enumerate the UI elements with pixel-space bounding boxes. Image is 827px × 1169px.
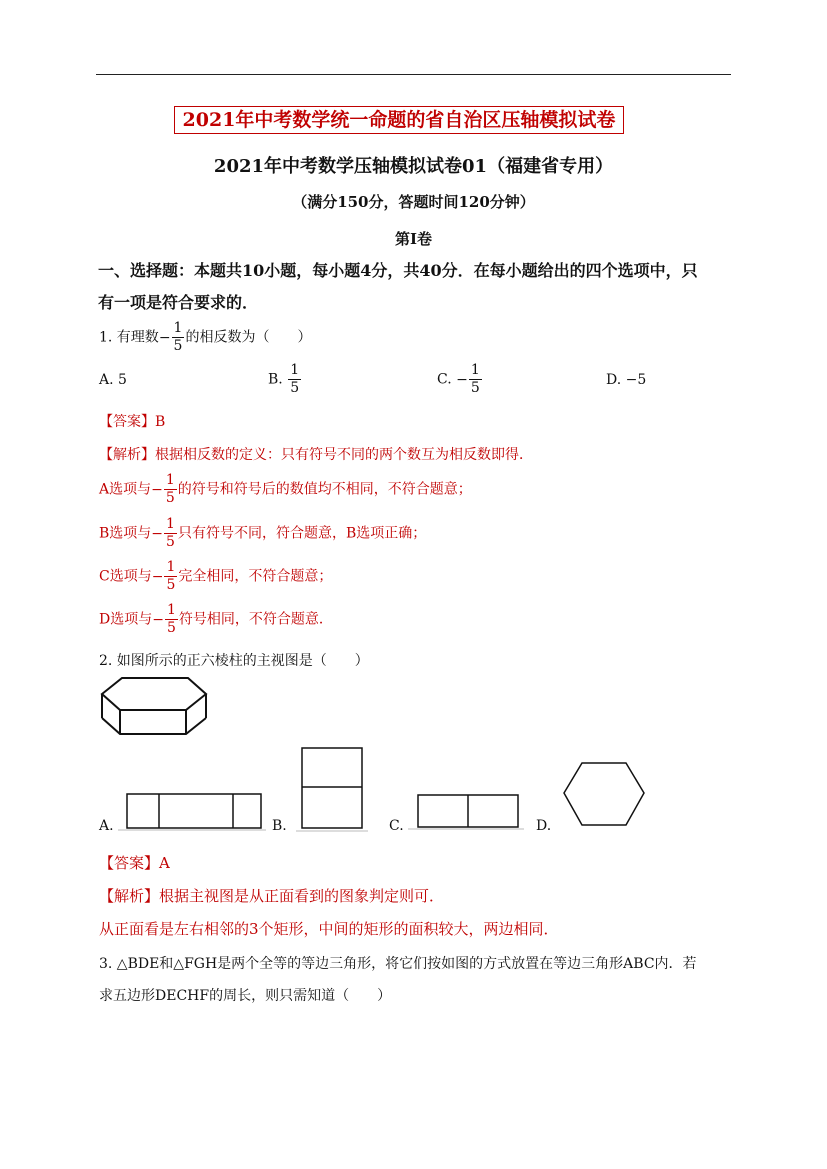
q1-option-c: C. − $\frac{1}{5}$ xyxy=(437,362,480,396)
question-1-stem xyxy=(99,320,311,355)
banner-title: 2021年中考数学统一命题的省自治区压轴模拟试卷 xyxy=(174,106,624,134)
fraction: $\frac{1}{5}$ xyxy=(470,362,480,396)
q2-answer: 【答案】A xyxy=(99,854,170,872)
option-d-hexagon-figure xyxy=(556,755,652,835)
q1-explain-c: C选项与− $\frac{1}{5}$ 完全相同，不符合题意； xyxy=(99,559,333,593)
question-2-stem: 2. 如图所示的正六棱柱的主视图是（ ） xyxy=(99,653,369,669)
section-heading-line2: 有一项是符合要求的． xyxy=(98,293,259,312)
q1-suffix: 的相反数为（ ） xyxy=(185,329,312,346)
q1-option-d: D. −5 xyxy=(606,372,647,388)
q2-explanation: 从正面看是左右相邻的3个矩形，中间的矩形的面积较大，两边相同． xyxy=(99,920,559,938)
fraction: $\frac{1}{5}$ xyxy=(165,472,175,506)
minus-sign: − xyxy=(158,329,171,346)
q1-explain-a: A选项与− $\frac{1}{5}$ 的符号和符号后的数值均不相同，不符合题意； xyxy=(99,472,472,506)
fraction: $\frac{1}{5}$ xyxy=(173,320,183,354)
q2-option-b-label: B. xyxy=(272,818,287,834)
hexagonal-prism-figure xyxy=(98,672,208,738)
q2-analysis: 【解析】根据主视图是从正面看到的图象判定则可． xyxy=(99,887,445,905)
q1-explain-b: B选项与− $\frac{1}{5}$ 只有符号不同，符合题意，B选项正确； xyxy=(99,516,427,550)
fraction: $\frac{1}{5}$ xyxy=(166,602,176,636)
question-3-line2: 求五边形DECHF的周长，则只需知道（ ） xyxy=(99,988,392,1004)
q1-explain-d: D选项与− $\frac{1}{5}$ 符号相同，不符合题意． xyxy=(99,602,333,636)
q2-option-c-label: C. xyxy=(389,818,404,834)
option-c-figure xyxy=(408,792,524,832)
page-subtitle: （满分150分，答题时间120分钟） xyxy=(292,193,535,211)
q1-prefix: 1. 有理数 xyxy=(99,329,159,346)
fraction: $\frac{1}{5}$ xyxy=(166,516,175,550)
option-b-figure xyxy=(296,744,368,836)
question-3-line1: 3. △BDE和△FGH是两个全等的等边三角形，将它们按如图的方式放置在等边三角形ABC内．若 xyxy=(99,956,697,972)
volume-heading: 第Ⅰ卷 xyxy=(394,230,433,248)
page-title: 2021年中考数学压轴模拟试卷01（福建省专用） xyxy=(213,156,614,177)
q2-option-a-label: A. xyxy=(99,818,114,834)
q1-answer: 【答案】B xyxy=(99,414,166,430)
fraction: $\frac{1}{5}$ xyxy=(290,362,300,396)
q1-option-a: A. 5 xyxy=(99,372,127,388)
section-heading-line1: 一、选择题：本题共10小题，每小题4分，共40分．在每小题给出的四个选项中，只 xyxy=(98,261,698,280)
q1-option-b: B. $\frac{1}{5}$ xyxy=(268,362,300,396)
q2-option-d-label: D. xyxy=(536,818,552,834)
header-rule xyxy=(96,74,731,75)
option-a-figure xyxy=(118,792,266,832)
fraction: $\frac{1}{5}$ xyxy=(166,559,176,593)
q1-analysis: 【解析】根据相反数的定义：只有符号不同的两个数互为相反数即得． xyxy=(99,447,533,463)
